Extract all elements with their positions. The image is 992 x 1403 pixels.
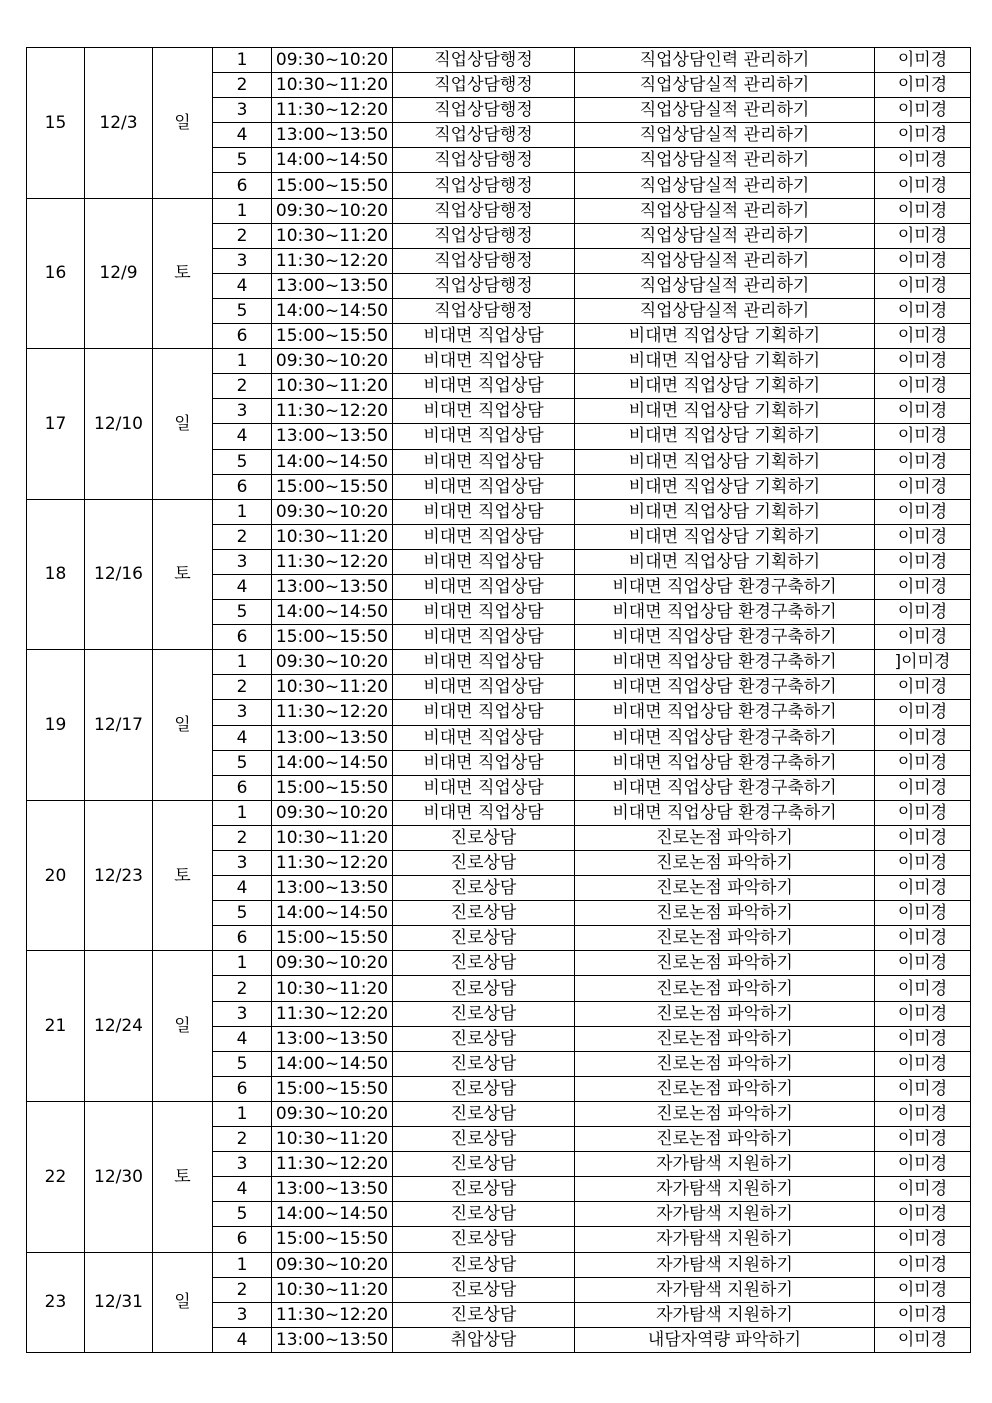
session-number-cell: 3 <box>213 700 272 725</box>
session-time-cell: 10:30~11:20 <box>272 524 393 549</box>
table-row <box>27 1101 971 1126</box>
subject-cell: 진로상담 <box>393 1152 575 1177</box>
session-number-cell: 4 <box>213 424 272 449</box>
subject-cell: 진로상담 <box>393 1001 575 1026</box>
session-number-cell: 1 <box>213 951 272 976</box>
module-cell: 직업상담실적 관리하기 <box>575 223 875 248</box>
subject-cell: 비대면 직업상담 <box>393 549 575 574</box>
subject-cell: 진로상담 <box>393 1076 575 1101</box>
instructor-cell: 이미경 <box>875 1302 971 1327</box>
session-time-cell: 15:00~15:50 <box>272 474 393 499</box>
session-number-cell: 1 <box>213 499 272 524</box>
module-cell: 직업상담실적 관리하기 <box>575 98 875 123</box>
module-cell: 진로논점 파악하기 <box>575 825 875 850</box>
session-time-cell: 13:00~13:50 <box>272 1327 393 1352</box>
group-date-cell: 12/24 <box>85 951 153 1102</box>
session-number-cell: 6 <box>213 474 272 499</box>
session-number-cell: 2 <box>213 1277 272 1302</box>
module-cell: 진로논점 파악하기 <box>575 901 875 926</box>
group-date-cell: 12/23 <box>85 800 153 951</box>
module-cell: 자가탐색 지원하기 <box>575 1227 875 1252</box>
group-date-cell: 12/16 <box>85 499 153 650</box>
session-number-cell: 6 <box>213 775 272 800</box>
session-time-cell: 09:30~10:20 <box>272 499 393 524</box>
subject-cell: 비대면 직업상담 <box>393 349 575 374</box>
session-time-cell: 10:30~11:20 <box>272 1277 393 1302</box>
subject-cell: 진로상담 <box>393 876 575 901</box>
subject-cell: 비대면 직업상담 <box>393 399 575 424</box>
session-number-cell: 3 <box>213 1001 272 1026</box>
module-cell: 내담자역량 파악하기 <box>575 1327 875 1352</box>
session-time-cell: 13:00~13:50 <box>272 1026 393 1051</box>
instructor-cell: 이미경 <box>875 223 971 248</box>
subject-cell: 비대면 직업상담 <box>393 324 575 349</box>
group-number-cell: 15 <box>27 48 85 199</box>
session-number-cell: 3 <box>213 1302 272 1327</box>
instructor-cell: 이미경 <box>875 800 971 825</box>
session-time-cell: 11:30~12:20 <box>272 549 393 574</box>
session-number-cell: 3 <box>213 549 272 574</box>
session-number-cell: 5 <box>213 1051 272 1076</box>
instructor-cell: 이미경 <box>875 1101 971 1126</box>
session-number-cell: 2 <box>213 1127 272 1152</box>
subject-cell: 진로상담 <box>393 1101 575 1126</box>
module-cell: 자가탐색 지원하기 <box>575 1202 875 1227</box>
module-cell: 비대면 직업상담 환경구축하기 <box>575 625 875 650</box>
session-number-cell: 4 <box>213 1026 272 1051</box>
module-cell: 비대면 직업상담 환경구축하기 <box>575 775 875 800</box>
session-number-cell: 3 <box>213 98 272 123</box>
session-time-cell: 10:30~11:20 <box>272 73 393 98</box>
module-cell: 비대면 직업상담 기획하기 <box>575 324 875 349</box>
subject-cell: 진로상담 <box>393 1177 575 1202</box>
module-cell: 비대면 직업상담 기획하기 <box>575 524 875 549</box>
module-cell: 직업상담실적 관리하기 <box>575 298 875 323</box>
group-day-cell: 일 <box>153 951 213 1102</box>
session-number-cell: 3 <box>213 851 272 876</box>
instructor-cell: 이미경 <box>875 424 971 449</box>
session-time-cell: 11:30~12:20 <box>272 1001 393 1026</box>
module-cell: 비대면 직업상담 환경구축하기 <box>575 800 875 825</box>
module-cell: 자가탐색 지원하기 <box>575 1252 875 1277</box>
instructor-cell: 이미경 <box>875 1076 971 1101</box>
instructor-cell: ]이미경 <box>875 650 971 675</box>
module-cell: 비대면 직업상담 기획하기 <box>575 349 875 374</box>
module-cell: 진로논점 파악하기 <box>575 1127 875 1152</box>
session-number-cell: 1 <box>213 349 272 374</box>
subject-cell: 진로상담 <box>393 1202 575 1227</box>
session-time-cell: 11:30~12:20 <box>272 1302 393 1327</box>
session-time-cell: 15:00~15:50 <box>272 1227 393 1252</box>
module-cell: 비대면 직업상담 환경구축하기 <box>575 600 875 625</box>
group-date-cell: 12/3 <box>85 48 153 199</box>
module-cell: 직업상담실적 관리하기 <box>575 73 875 98</box>
subject-cell: 직업상담행정 <box>393 48 575 73</box>
subject-cell: 진로상담 <box>393 851 575 876</box>
instructor-cell: 이미경 <box>875 1202 971 1227</box>
session-time-cell: 15:00~15:50 <box>272 625 393 650</box>
subject-cell: 직업상담행정 <box>393 198 575 223</box>
instructor-cell: 이미경 <box>875 324 971 349</box>
instructor-cell: 이미경 <box>875 1152 971 1177</box>
subject-cell: 직업상담행정 <box>393 173 575 198</box>
group-number-cell: 21 <box>27 951 85 1102</box>
subject-cell: 진로상담 <box>393 1227 575 1252</box>
session-time-cell: 15:00~15:50 <box>272 1076 393 1101</box>
table-row <box>27 349 971 374</box>
session-time-cell: 09:30~10:20 <box>272 1252 393 1277</box>
schedule-table <box>26 47 971 1353</box>
session-time-cell: 15:00~15:50 <box>272 926 393 951</box>
session-time-cell: 11:30~12:20 <box>272 1152 393 1177</box>
module-cell: 비대면 직업상담 환경구축하기 <box>575 725 875 750</box>
subject-cell: 비대면 직업상담 <box>393 524 575 549</box>
session-number-cell: 4 <box>213 1177 272 1202</box>
instructor-cell: 이미경 <box>875 574 971 599</box>
group-day-cell: 일 <box>153 48 213 199</box>
subject-cell: 진로상담 <box>393 1277 575 1302</box>
instructor-cell: 이미경 <box>875 198 971 223</box>
instructor-cell: 이미경 <box>875 98 971 123</box>
subject-cell: 직업상담행정 <box>393 148 575 173</box>
session-number-cell: 1 <box>213 198 272 223</box>
session-number-cell: 6 <box>213 173 272 198</box>
module-cell: 직업상담실적 관리하기 <box>575 123 875 148</box>
session-number-cell: 2 <box>213 976 272 1001</box>
subject-cell: 직업상담행정 <box>393 298 575 323</box>
module-cell: 직업상담실적 관리하기 <box>575 173 875 198</box>
subject-cell: 비대면 직업상담 <box>393 574 575 599</box>
module-cell: 직업상담인력 관리하기 <box>575 48 875 73</box>
session-time-cell: 10:30~11:20 <box>272 223 393 248</box>
session-time-cell: 11:30~12:20 <box>272 399 393 424</box>
instructor-cell: 이미경 <box>875 675 971 700</box>
session-time-cell: 11:30~12:20 <box>272 98 393 123</box>
instructor-cell: 이미경 <box>875 1051 971 1076</box>
instructor-cell: 이미경 <box>875 775 971 800</box>
subject-cell: 진로상담 <box>393 976 575 1001</box>
module-cell: 진로논점 파악하기 <box>575 1101 875 1126</box>
module-cell: 진로논점 파악하기 <box>575 951 875 976</box>
group-number-cell: 16 <box>27 198 85 349</box>
instructor-cell: 이미경 <box>875 851 971 876</box>
group-day-cell: 토 <box>153 800 213 951</box>
module-cell: 비대면 직업상담 기획하기 <box>575 499 875 524</box>
session-time-cell: 09:30~10:20 <box>272 198 393 223</box>
instructor-cell: 이미경 <box>875 600 971 625</box>
subject-cell: 진로상담 <box>393 901 575 926</box>
instructor-cell: 이미경 <box>875 474 971 499</box>
session-number-cell: 4 <box>213 273 272 298</box>
instructor-cell: 이미경 <box>875 123 971 148</box>
group-day-cell: 일 <box>153 349 213 500</box>
subject-cell: 진로상담 <box>393 1302 575 1327</box>
session-time-cell: 10:30~11:20 <box>272 675 393 700</box>
instructor-cell: 이미경 <box>875 1127 971 1152</box>
group-day-cell: 일 <box>153 1252 213 1352</box>
group-number-cell: 20 <box>27 800 85 951</box>
module-cell: 비대면 직업상담 기획하기 <box>575 474 875 499</box>
session-number-cell: 2 <box>213 825 272 850</box>
instructor-cell: 이미경 <box>875 173 971 198</box>
session-time-cell: 13:00~13:50 <box>272 574 393 599</box>
session-number-cell: 1 <box>213 650 272 675</box>
session-time-cell: 10:30~11:20 <box>272 374 393 399</box>
module-cell: 진로논점 파악하기 <box>575 976 875 1001</box>
subject-cell: 비대면 직업상담 <box>393 775 575 800</box>
session-time-cell: 09:30~10:20 <box>272 951 393 976</box>
session-time-cell: 15:00~15:50 <box>272 775 393 800</box>
module-cell: 자가탐색 지원하기 <box>575 1302 875 1327</box>
table-row <box>27 650 971 675</box>
session-number-cell: 4 <box>213 574 272 599</box>
session-number-cell: 1 <box>213 1252 272 1277</box>
module-cell: 직업상담실적 관리하기 <box>575 198 875 223</box>
subject-cell: 진로상담 <box>393 926 575 951</box>
module-cell: 자가탐색 지원하기 <box>575 1152 875 1177</box>
module-cell: 자가탐색 지원하기 <box>575 1277 875 1302</box>
module-cell: 비대면 직업상담 환경구축하기 <box>575 750 875 775</box>
instructor-cell: 이미경 <box>875 273 971 298</box>
session-number-cell: 1 <box>213 800 272 825</box>
table-row <box>27 1252 971 1277</box>
session-time-cell: 10:30~11:20 <box>272 1127 393 1152</box>
group-date-cell: 12/10 <box>85 349 153 500</box>
session-time-cell: 14:00~14:50 <box>272 1051 393 1076</box>
subject-cell: 비대면 직업상담 <box>393 750 575 775</box>
group-date-cell: 12/31 <box>85 1252 153 1352</box>
instructor-cell: 이미경 <box>875 298 971 323</box>
session-number-cell: 5 <box>213 1202 272 1227</box>
subject-cell: 직업상담행정 <box>393 273 575 298</box>
instructor-cell: 이미경 <box>875 499 971 524</box>
session-number-cell: 5 <box>213 298 272 323</box>
session-number-cell: 1 <box>213 1101 272 1126</box>
subject-cell: 비대면 직업상담 <box>393 449 575 474</box>
instructor-cell: 이미경 <box>875 248 971 273</box>
session-number-cell: 6 <box>213 1227 272 1252</box>
group-number-cell: 18 <box>27 499 85 650</box>
table-row <box>27 951 971 976</box>
subject-cell: 비대면 직업상담 <box>393 700 575 725</box>
session-number-cell: 5 <box>213 901 272 926</box>
table-row <box>27 800 971 825</box>
instructor-cell: 이미경 <box>875 73 971 98</box>
instructor-cell: 이미경 <box>875 48 971 73</box>
group-day-cell: 토 <box>153 499 213 650</box>
session-time-cell: 13:00~13:50 <box>272 1177 393 1202</box>
instructor-cell: 이미경 <box>875 524 971 549</box>
module-cell: 진로논점 파악하기 <box>575 1076 875 1101</box>
session-time-cell: 14:00~14:50 <box>272 750 393 775</box>
instructor-cell: 이미경 <box>875 926 971 951</box>
subject-cell: 비대면 직업상담 <box>393 424 575 449</box>
session-number-cell: 4 <box>213 1327 272 1352</box>
instructor-cell: 이미경 <box>875 399 971 424</box>
session-time-cell: 10:30~11:20 <box>272 825 393 850</box>
subject-cell: 진로상담 <box>393 1051 575 1076</box>
module-cell: 비대면 직업상담 기획하기 <box>575 374 875 399</box>
instructor-cell: 이미경 <box>875 901 971 926</box>
subject-cell: 비대면 직업상담 <box>393 650 575 675</box>
session-time-cell: 14:00~14:50 <box>272 1202 393 1227</box>
session-time-cell: 11:30~12:20 <box>272 248 393 273</box>
module-cell: 비대면 직업상담 환경구축하기 <box>575 700 875 725</box>
instructor-cell: 이미경 <box>875 1026 971 1051</box>
group-number-cell: 17 <box>27 349 85 500</box>
table-row <box>27 198 971 223</box>
subject-cell: 비대면 직업상담 <box>393 474 575 499</box>
module-cell: 비대면 직업상담 기획하기 <box>575 449 875 474</box>
instructor-cell: 이미경 <box>875 374 971 399</box>
session-number-cell: 5 <box>213 750 272 775</box>
session-number-cell: 5 <box>213 449 272 474</box>
module-cell: 직업상담실적 관리하기 <box>575 248 875 273</box>
session-time-cell: 14:00~14:50 <box>272 600 393 625</box>
subject-cell: 취압상담 <box>393 1327 575 1352</box>
session-time-cell: 09:30~10:20 <box>272 1101 393 1126</box>
subject-cell: 진로상담 <box>393 825 575 850</box>
subject-cell: 진로상담 <box>393 1026 575 1051</box>
instructor-cell: 이미경 <box>875 951 971 976</box>
module-cell: 진로논점 파악하기 <box>575 876 875 901</box>
session-number-cell: 6 <box>213 1076 272 1101</box>
instructor-cell: 이미경 <box>875 349 971 374</box>
session-time-cell: 15:00~15:50 <box>272 173 393 198</box>
session-time-cell: 14:00~14:50 <box>272 449 393 474</box>
subject-cell: 직업상담행정 <box>393 223 575 248</box>
session-time-cell: 13:00~13:50 <box>272 273 393 298</box>
module-cell: 진로논점 파악하기 <box>575 1051 875 1076</box>
module-cell: 자가탐색 지원하기 <box>575 1177 875 1202</box>
module-cell: 비대면 직업상담 기획하기 <box>575 424 875 449</box>
subject-cell: 비대면 직업상담 <box>393 499 575 524</box>
instructor-cell: 이미경 <box>875 700 971 725</box>
session-time-cell: 13:00~13:50 <box>272 424 393 449</box>
group-day-cell: 토 <box>153 198 213 349</box>
session-number-cell: 2 <box>213 524 272 549</box>
session-time-cell: 11:30~12:20 <box>272 851 393 876</box>
module-cell: 비대면 직업상담 환경구축하기 <box>575 650 875 675</box>
module-cell: 비대면 직업상담 기획하기 <box>575 399 875 424</box>
instructor-cell: 이미경 <box>875 1227 971 1252</box>
session-number-cell: 4 <box>213 725 272 750</box>
session-time-cell: 11:30~12:20 <box>272 700 393 725</box>
session-number-cell: 4 <box>213 876 272 901</box>
session-number-cell: 2 <box>213 223 272 248</box>
group-day-cell: 일 <box>153 650 213 801</box>
instructor-cell: 이미경 <box>875 750 971 775</box>
module-cell: 진로논점 파악하기 <box>575 1026 875 1051</box>
session-time-cell: 14:00~14:50 <box>272 901 393 926</box>
subject-cell: 비대면 직업상담 <box>393 625 575 650</box>
session-time-cell: 09:30~10:20 <box>272 650 393 675</box>
group-day-cell: 토 <box>153 1101 213 1252</box>
module-cell: 진로논점 파악하기 <box>575 851 875 876</box>
session-number-cell: 5 <box>213 600 272 625</box>
session-time-cell: 14:00~14:50 <box>272 298 393 323</box>
session-number-cell: 1 <box>213 48 272 73</box>
session-number-cell: 2 <box>213 73 272 98</box>
module-cell: 비대면 직업상담 환경구축하기 <box>575 675 875 700</box>
session-time-cell: 13:00~13:50 <box>272 725 393 750</box>
instructor-cell: 이미경 <box>875 625 971 650</box>
group-number-cell: 22 <box>27 1101 85 1252</box>
subject-cell: 진로상담 <box>393 1252 575 1277</box>
session-time-cell: 15:00~15:50 <box>272 324 393 349</box>
session-time-cell: 14:00~14:50 <box>272 148 393 173</box>
instructor-cell: 이미경 <box>875 549 971 574</box>
session-number-cell: 4 <box>213 123 272 148</box>
subject-cell: 비대면 직업상담 <box>393 600 575 625</box>
subject-cell: 직업상담행정 <box>393 98 575 123</box>
table-row <box>27 499 971 524</box>
session-number-cell: 5 <box>213 148 272 173</box>
session-number-cell: 3 <box>213 1152 272 1177</box>
module-cell: 직업상담실적 관리하기 <box>575 148 875 173</box>
session-number-cell: 2 <box>213 374 272 399</box>
subject-cell: 진로상담 <box>393 951 575 976</box>
instructor-cell: 이미경 <box>875 725 971 750</box>
instructor-cell: 이미경 <box>875 825 971 850</box>
module-cell: 비대면 직업상담 환경구축하기 <box>575 574 875 599</box>
module-cell: 진로논점 파악하기 <box>575 1001 875 1026</box>
schedule-body <box>27 48 971 1353</box>
instructor-cell: 이미경 <box>875 876 971 901</box>
module-cell: 직업상담실적 관리하기 <box>575 273 875 298</box>
instructor-cell: 이미경 <box>875 1177 971 1202</box>
session-time-cell: 13:00~13:50 <box>272 876 393 901</box>
session-time-cell: 13:00~13:50 <box>272 123 393 148</box>
session-number-cell: 3 <box>213 248 272 273</box>
session-time-cell: 09:30~10:20 <box>272 349 393 374</box>
group-date-cell: 12/9 <box>85 198 153 349</box>
subject-cell: 비대면 직업상담 <box>393 675 575 700</box>
module-cell: 비대면 직업상담 기획하기 <box>575 549 875 574</box>
session-number-cell: 2 <box>213 675 272 700</box>
subject-cell: 직업상담행정 <box>393 123 575 148</box>
session-number-cell: 6 <box>213 926 272 951</box>
group-number-cell: 23 <box>27 1252 85 1352</box>
instructor-cell: 이미경 <box>875 1277 971 1302</box>
module-cell: 진로논점 파악하기 <box>575 926 875 951</box>
session-time-cell: 10:30~11:20 <box>272 976 393 1001</box>
session-number-cell: 3 <box>213 399 272 424</box>
subject-cell: 직업상담행정 <box>393 248 575 273</box>
session-time-cell: 09:30~10:20 <box>272 48 393 73</box>
session-number-cell: 6 <box>213 324 272 349</box>
subject-cell: 직업상담행정 <box>393 73 575 98</box>
subject-cell: 비대면 직업상담 <box>393 800 575 825</box>
subject-cell: 비대면 직업상담 <box>393 374 575 399</box>
subject-cell: 진로상담 <box>393 1127 575 1152</box>
group-date-cell: 12/17 <box>85 650 153 801</box>
group-date-cell: 12/30 <box>85 1101 153 1252</box>
instructor-cell: 이미경 <box>875 1252 971 1277</box>
session-number-cell: 6 <box>213 625 272 650</box>
instructor-cell: 이미경 <box>875 976 971 1001</box>
instructor-cell: 이미경 <box>875 449 971 474</box>
session-time-cell: 09:30~10:20 <box>272 800 393 825</box>
table-row <box>27 48 971 73</box>
instructor-cell: 이미경 <box>875 1327 971 1352</box>
subject-cell: 비대면 직업상담 <box>393 725 575 750</box>
group-number-cell: 19 <box>27 650 85 801</box>
instructor-cell: 이미경 <box>875 148 971 173</box>
instructor-cell: 이미경 <box>875 1001 971 1026</box>
